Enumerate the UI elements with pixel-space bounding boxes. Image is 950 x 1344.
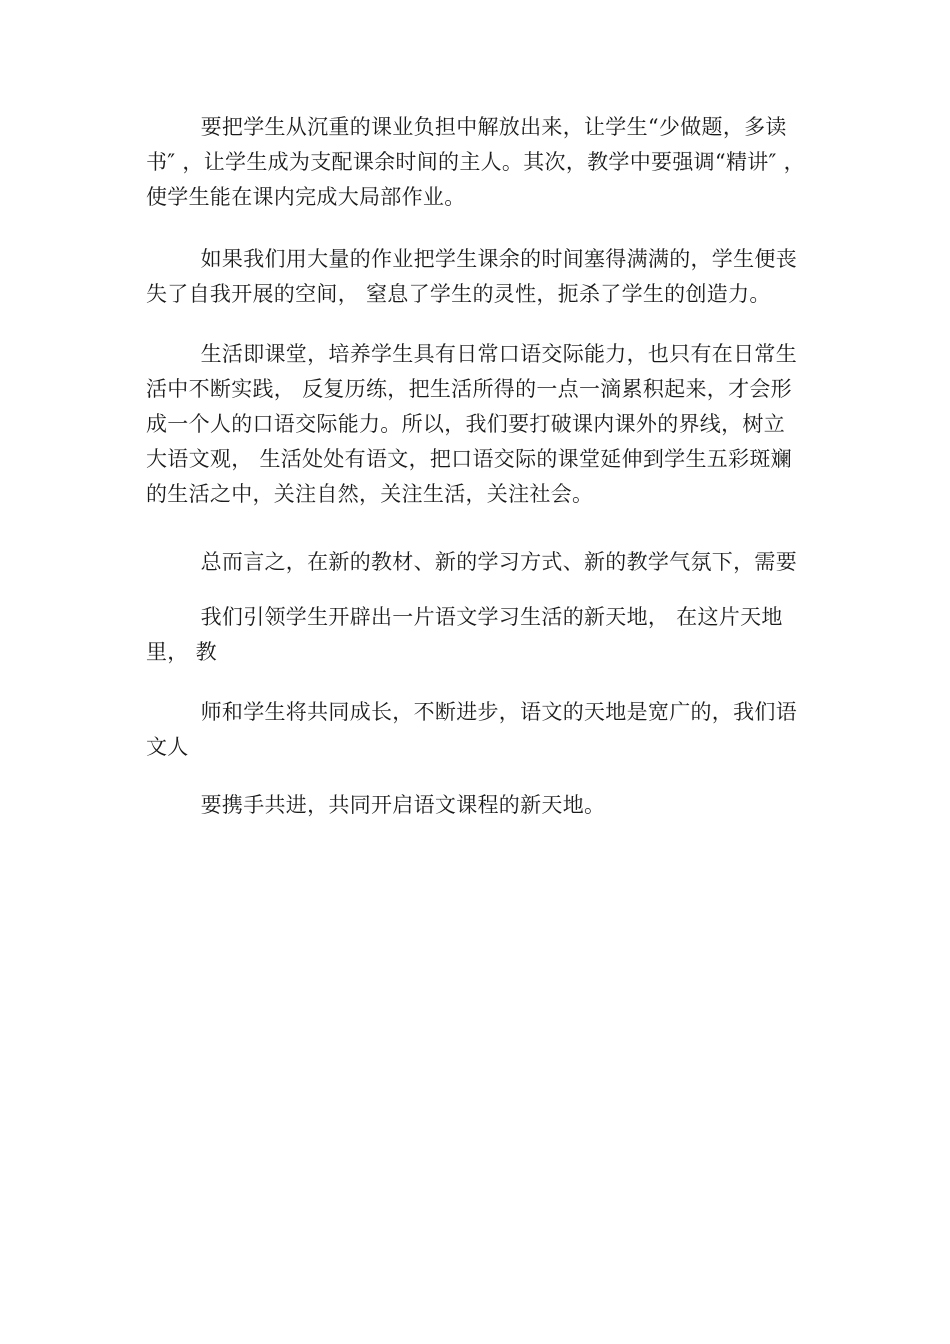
- paragraph-7: [146, 788, 806, 823]
- paragraph-text: 要携手共进，共同开启语文课程的新天地。: [200, 793, 606, 817]
- paragraph-text: 生活即课堂，培养学生具有日常口语交际能力，也只有在日常生活中不断实践， 反复历练，把生活所得的一点一滴累积起来，才会形成一个人的口语交际能力。所以，我们要打破课内课外的界线，树立大语文观， 生活处处有语文，把口语交际的课堂延伸到学生五彩斑斓的生活之中，关注自然，关注生活，关注社会。: [146, 342, 797, 506]
- paragraph-text: 如果我们用大量的作业把学生课余的时间塞得满满的，学生便丧失了自我开展的空间， 窒息了学生的灵性，扼杀了学生的创造力。: [146, 247, 797, 306]
- paragraph-text: 总而言之，在新的教材、新的学习方式、新的教学气氛下，需要: [200, 550, 797, 574]
- paragraph-2: [146, 242, 806, 312]
- paragraph-text: 师和学生将共同成长，不断进步，语文的天地是宽广的，我们语文人: [146, 700, 797, 759]
- paragraph-text: 要把学生从沉重的课业负担中解放出来，让学生“少做题，多读书″ ，让学生成为支配课余时间的主人。其次，教学中要强调“精讲″ ，使学生能在课内完成大局部作业。: [146, 115, 805, 209]
- paragraph-3: [146, 337, 806, 512]
- paragraph-text: 我们引领学生开辟出一片语文学习生活的新天地， 在这片天地里， 教: [146, 605, 783, 664]
- paragraph-5: [146, 600, 806, 670]
- paragraph-4: [146, 545, 806, 580]
- paragraph-6: [146, 695, 806, 765]
- paragraph-1: [146, 110, 806, 215]
